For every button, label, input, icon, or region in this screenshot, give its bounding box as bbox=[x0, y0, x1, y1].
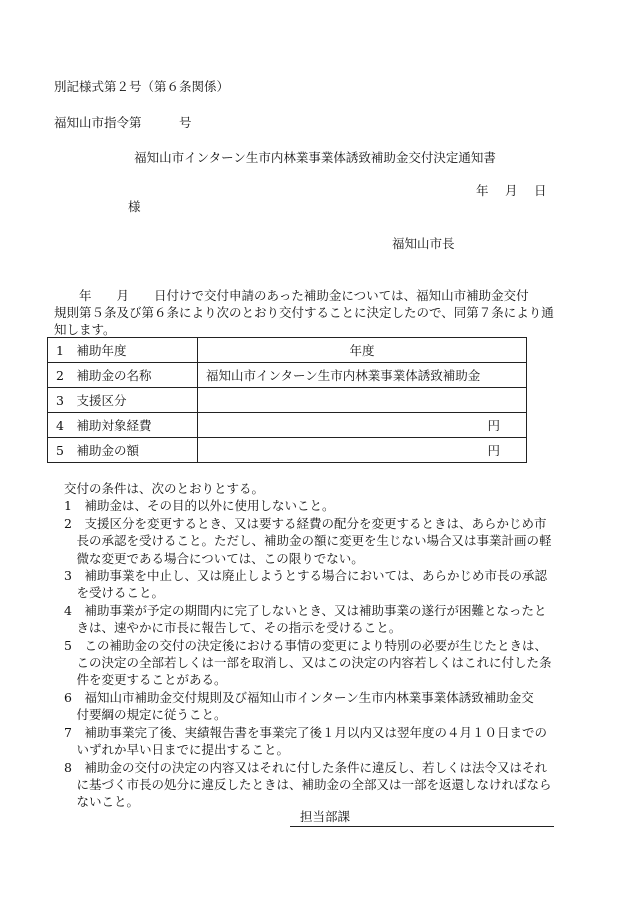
addressee: 様 bbox=[128, 199, 141, 214]
condition-line: を受けること。 bbox=[64, 585, 165, 601]
condition-line: 付要綱の規定に従うこと。 bbox=[64, 707, 227, 723]
table-label: 4 補助対象経費 bbox=[48, 413, 198, 438]
table-label: 3 支援区分 bbox=[48, 388, 198, 413]
date-line: 年 月 日 bbox=[476, 183, 547, 198]
document-number: 福知山市指令第 号 bbox=[54, 115, 192, 130]
body-line: 知します。 bbox=[54, 322, 116, 337]
condition-line: 1 補助金は、その目的以外に使用しないこと。 bbox=[64, 498, 335, 514]
condition-line: 5 この補助金の交付の決定後における事情の変更により特別の必要が生じたときは、 bbox=[64, 637, 547, 653]
body-line: 規則第５条及び第６条により次のとおり交付することに決定したので、同第７条により通 bbox=[54, 305, 554, 320]
issuer: 福知山市長 bbox=[392, 236, 455, 251]
table-row bbox=[48, 388, 527, 413]
table-row bbox=[48, 413, 527, 438]
table-row bbox=[48, 338, 527, 363]
condition-line: 7 補助事業完了後、実績報告書を事業完了後１月以内又は翌年度の４月１０日までの bbox=[64, 724, 547, 740]
condition-line: 微な変更である場合については、この限りでない。 bbox=[64, 550, 364, 566]
table-value: 年度 bbox=[198, 338, 527, 363]
department-label: 担当部課 bbox=[300, 809, 351, 824]
condition-line: 8 補助金の交付の決定の内容又はそれに付した条件に違反し、若しくは法令又はそれ bbox=[64, 759, 547, 775]
condition-line: いずれか早い日までに提出すること。 bbox=[64, 742, 290, 758]
condition-line: 3 補助事業を中止し、又は廃止しようとする場合においては、あらかじめ市長の承認 bbox=[64, 568, 547, 584]
condition-line: 長の承認を受けること。ただし、補助金の額に変更を生じない場合又は事業計画の軽 bbox=[64, 533, 552, 549]
table-value bbox=[198, 388, 527, 413]
condition-line: 6 福知山市補助金交付規則及び福知山市インターン生市内林業事業体誘致補助金交 bbox=[64, 689, 534, 705]
table-row bbox=[48, 438, 527, 463]
condition-line: ないこと。 bbox=[64, 794, 140, 810]
department-underline bbox=[290, 826, 554, 827]
condition-line: 交付の条件は、次のとおりとする。 bbox=[64, 481, 265, 496]
table-value: 福知山市インターン生市内林業事業体誘致補助金 bbox=[198, 363, 527, 388]
condition-line: に基づく市長の処分に違反したときは、補助金の全部又は一部を返還しなければなら bbox=[64, 776, 552, 792]
table-label: 2 補助金の名称 bbox=[48, 363, 198, 388]
table-value: 円 bbox=[198, 413, 527, 438]
condition-line: 件を変更することがある。 bbox=[64, 672, 227, 688]
table-label: 5 補助金の額 bbox=[48, 438, 198, 463]
condition-line: 4 補助事業が予定の期間内に完了しないとき、又は補助事業の遂行が困難となったと bbox=[64, 602, 547, 618]
condition-line: 2 支援区分を変更するとき、又は要する経費の配分を変更するときは、あらかじめ市 bbox=[64, 515, 547, 531]
body-line: 年 月 日付けで交付申請のあった補助金については、福知山市補助金交付 bbox=[54, 288, 529, 303]
condition-line: この決定の全部若しくは一部を取消し、又はこの決定の内容若しくはこれに付した条 bbox=[64, 655, 552, 671]
table-value: 円 bbox=[198, 438, 527, 463]
table-label: 1 補助年度 bbox=[48, 338, 198, 363]
condition-line: きは、速やかに市長に報告して、その指示を受けること。 bbox=[64, 620, 402, 636]
document-title: 福知山市インターン生市内林業事業体誘致補助金交付決定通知書 bbox=[134, 150, 496, 165]
conditions-list bbox=[64, 480, 594, 811]
form-number: 別記様式第２号（第６条関係） bbox=[54, 79, 230, 94]
table-row bbox=[48, 363, 527, 388]
body-text bbox=[54, 287, 584, 338]
grant-info-table bbox=[47, 337, 527, 463]
